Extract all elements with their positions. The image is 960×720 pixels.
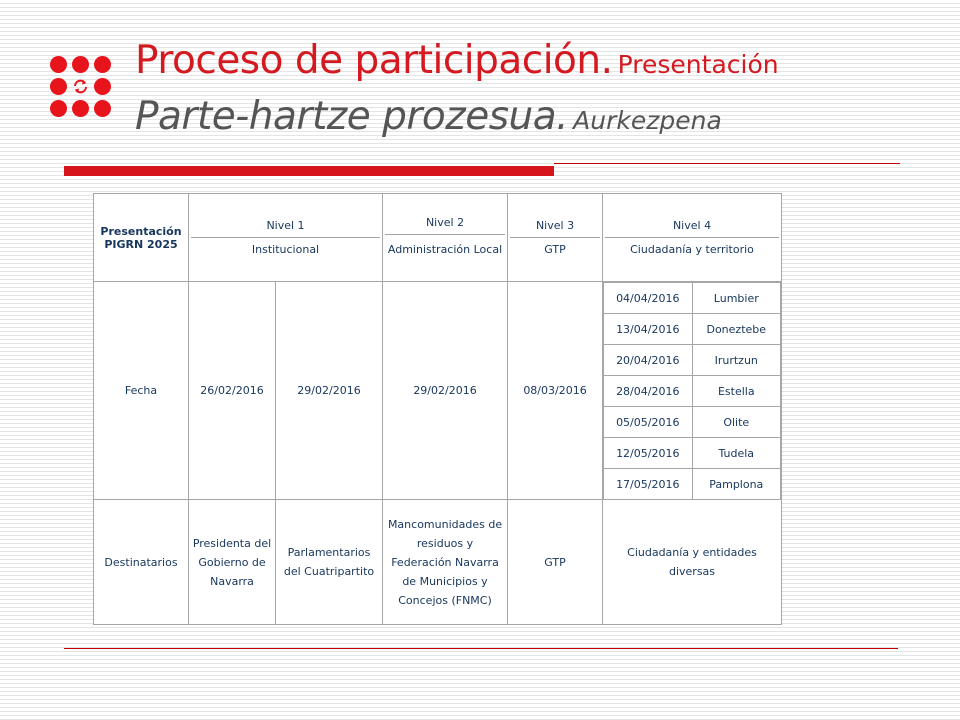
logo-dot bbox=[72, 56, 89, 73]
destinatarios-nivel-3: GTP bbox=[508, 500, 603, 625]
title-divider bbox=[554, 163, 900, 164]
schedule-place: Doneztebe bbox=[692, 314, 781, 345]
schedule-date: 04/04/2016 bbox=[604, 283, 693, 314]
title-main: Proceso de participación. bbox=[135, 38, 613, 83]
slide-title bbox=[135, 38, 779, 83]
fecha-nivel-3: 08/03/2016 bbox=[508, 282, 603, 500]
schedule-place: Olite bbox=[692, 407, 781, 438]
cell-divider bbox=[605, 237, 779, 238]
table-row bbox=[604, 469, 781, 500]
table-row bbox=[604, 345, 781, 376]
schedule-date: 13/04/2016 bbox=[604, 314, 693, 345]
fecha-nivel-2: 29/02/2016 bbox=[383, 282, 508, 500]
schedule-date: 05/05/2016 bbox=[604, 407, 693, 438]
level-group: GTP bbox=[544, 243, 566, 256]
schedule-place: Lumbier bbox=[692, 283, 781, 314]
schedule-date: 12/05/2016 bbox=[604, 438, 693, 469]
logo-dot bbox=[94, 56, 111, 73]
refresh-arrows-icon bbox=[72, 78, 89, 95]
table-row bbox=[604, 407, 781, 438]
level-group: Institucional bbox=[251, 243, 320, 256]
fecha-nivel-1b: 29/02/2016 bbox=[276, 282, 383, 500]
table-row bbox=[604, 376, 781, 407]
slide-title-basque bbox=[135, 94, 722, 139]
row-label-fecha: Fecha bbox=[94, 282, 189, 500]
level-name: Nivel 2 bbox=[425, 215, 465, 229]
participation-table bbox=[93, 193, 782, 625]
destinatarios-nivel-1b: Parlamentarios del Cuatripartito bbox=[276, 500, 383, 625]
table-row bbox=[604, 438, 781, 469]
schedule-place: Tudela bbox=[692, 438, 781, 469]
logo-icon bbox=[50, 56, 112, 118]
table-header-row bbox=[94, 194, 782, 282]
nivel-4-schedule bbox=[603, 282, 781, 499]
fecha-nivel-1a: 26/02/2016 bbox=[189, 282, 276, 500]
schedule-place: Irurtzun bbox=[692, 345, 781, 376]
table-corner-cell: Presentación PIGRN 2025 bbox=[94, 194, 189, 282]
table-row-destinatarios bbox=[94, 500, 782, 625]
level-name: Nivel 4 bbox=[672, 219, 712, 232]
schedule-place: Estella bbox=[692, 376, 781, 407]
header-nivel-4 bbox=[603, 194, 782, 282]
level-name: Nivel 3 bbox=[535, 219, 575, 232]
title-underline-bar bbox=[64, 166, 554, 176]
destinatarios-nivel-1a: Presidenta del Gobierno de Navarra bbox=[189, 500, 276, 625]
logo-dot bbox=[94, 100, 111, 117]
level-group: Administración Local bbox=[387, 242, 503, 256]
fecha-nivel-4 bbox=[603, 282, 782, 500]
row-label-destinatarios: Destinatarios bbox=[94, 500, 189, 625]
destinatarios-nivel-4: Ciudadanía y entidades diversas bbox=[603, 500, 782, 625]
schedule-place: Pamplona bbox=[692, 469, 781, 500]
logo-dot bbox=[50, 100, 67, 117]
logo-dot bbox=[50, 78, 67, 95]
logo-dot bbox=[72, 100, 89, 117]
cell-divider bbox=[510, 237, 600, 238]
title-sub: Presentación bbox=[617, 50, 779, 79]
header-nivel-2 bbox=[383, 194, 508, 282]
logo-dot bbox=[94, 78, 111, 95]
table-row bbox=[604, 314, 781, 345]
table-row bbox=[604, 283, 781, 314]
title-main-eu: Parte-hartze prozesua. bbox=[135, 94, 569, 139]
logo-dot bbox=[50, 56, 67, 73]
schedule-date: 20/04/2016 bbox=[604, 345, 693, 376]
cell-divider bbox=[191, 237, 380, 238]
cell-divider bbox=[385, 234, 505, 235]
table-row-fecha bbox=[94, 282, 782, 500]
title-sub-eu: Aurkezpena bbox=[573, 106, 722, 135]
schedule-date: 17/05/2016 bbox=[604, 469, 693, 500]
level-name: Nivel 1 bbox=[266, 219, 305, 232]
header-nivel-3 bbox=[508, 194, 603, 282]
header-nivel-1 bbox=[189, 194, 383, 282]
footer-divider bbox=[64, 648, 898, 649]
destinatarios-nivel-2: Mancomunidades de residuos y Federación Navarra de Municipios y Concejos (FNMC) bbox=[383, 500, 508, 625]
level-group: Ciudadanía y territorio bbox=[630, 243, 754, 256]
schedule-date: 28/04/2016 bbox=[604, 376, 693, 407]
